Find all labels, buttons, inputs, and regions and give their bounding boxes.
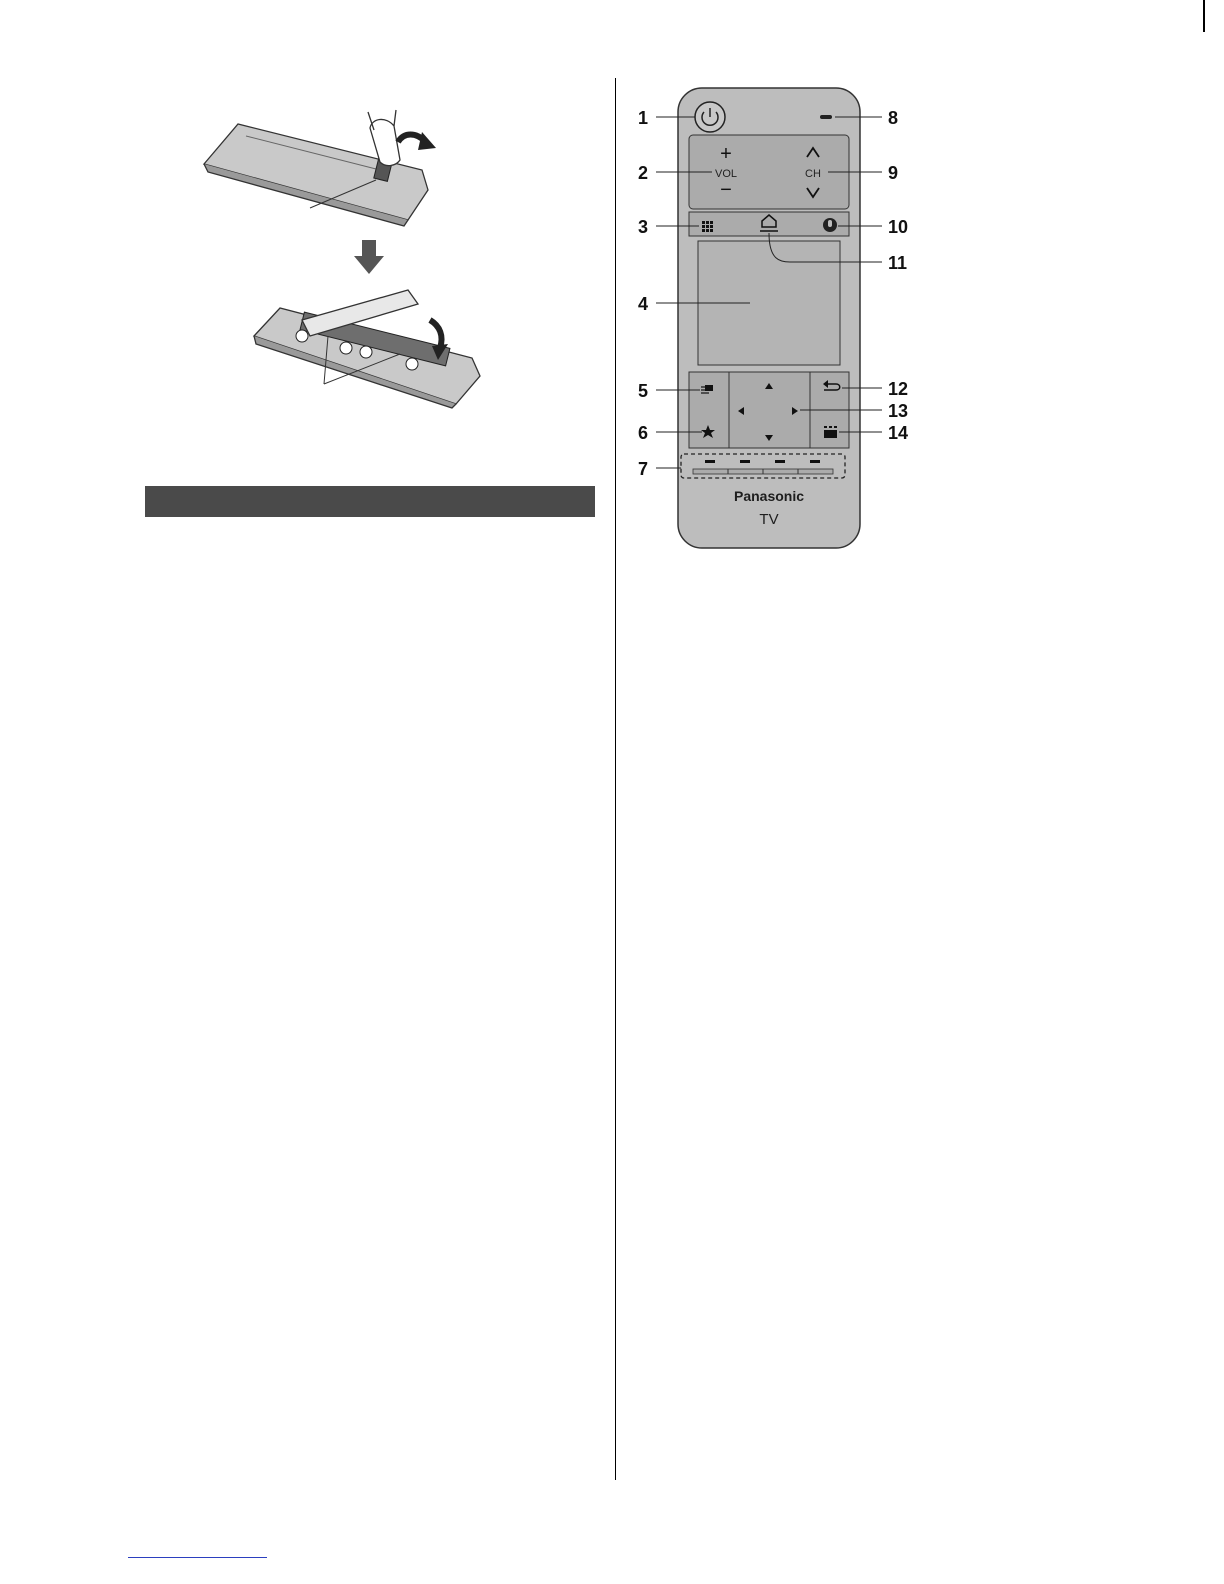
callout-2: 2 xyxy=(638,163,649,183)
brand-logo: Panasonic xyxy=(733,488,805,504)
guide-button[interactable] xyxy=(824,426,837,438)
indicator-led xyxy=(820,115,832,119)
callout-6: 6 xyxy=(638,423,649,443)
remote-back-open xyxy=(254,290,480,408)
ch-label: CH xyxy=(805,168,821,180)
top-panel xyxy=(689,135,849,209)
callout-1: 1 xyxy=(638,108,649,128)
callout-14: 14 xyxy=(888,423,909,443)
callout-8: 8 xyxy=(888,108,899,128)
microphone-button[interactable] xyxy=(823,218,837,232)
callout-12: 12 xyxy=(888,379,909,399)
touchpad-remote-diagram xyxy=(630,84,930,556)
callout-10: 10 xyxy=(888,217,909,237)
callout-13: 13 xyxy=(888,401,909,421)
footer-link-rule xyxy=(128,1557,267,1558)
crop-mark xyxy=(1203,0,1205,32)
callout-9: 9 xyxy=(888,163,899,183)
guide-icon xyxy=(824,426,837,438)
callout-5: 5 xyxy=(638,381,649,401)
callout-4: 4 xyxy=(638,294,649,314)
apps-button[interactable] xyxy=(702,221,713,232)
column-divider xyxy=(615,78,616,1480)
section-heading-bar xyxy=(145,486,595,517)
battery-installation-illustration xyxy=(190,108,510,418)
callout-7: 7 xyxy=(638,459,649,479)
microphone-icon xyxy=(828,220,832,227)
apps-grid-icon xyxy=(702,221,713,232)
arrow-down-icon xyxy=(354,240,384,274)
callout-11: 11 xyxy=(888,253,908,273)
svg-text:+: + xyxy=(720,143,732,165)
power-button[interactable] xyxy=(695,102,725,132)
callout-3: 3 xyxy=(638,217,649,237)
svg-text:−: − xyxy=(720,179,732,201)
vol-label: VOL xyxy=(714,168,738,180)
model-label: TV xyxy=(759,511,779,528)
